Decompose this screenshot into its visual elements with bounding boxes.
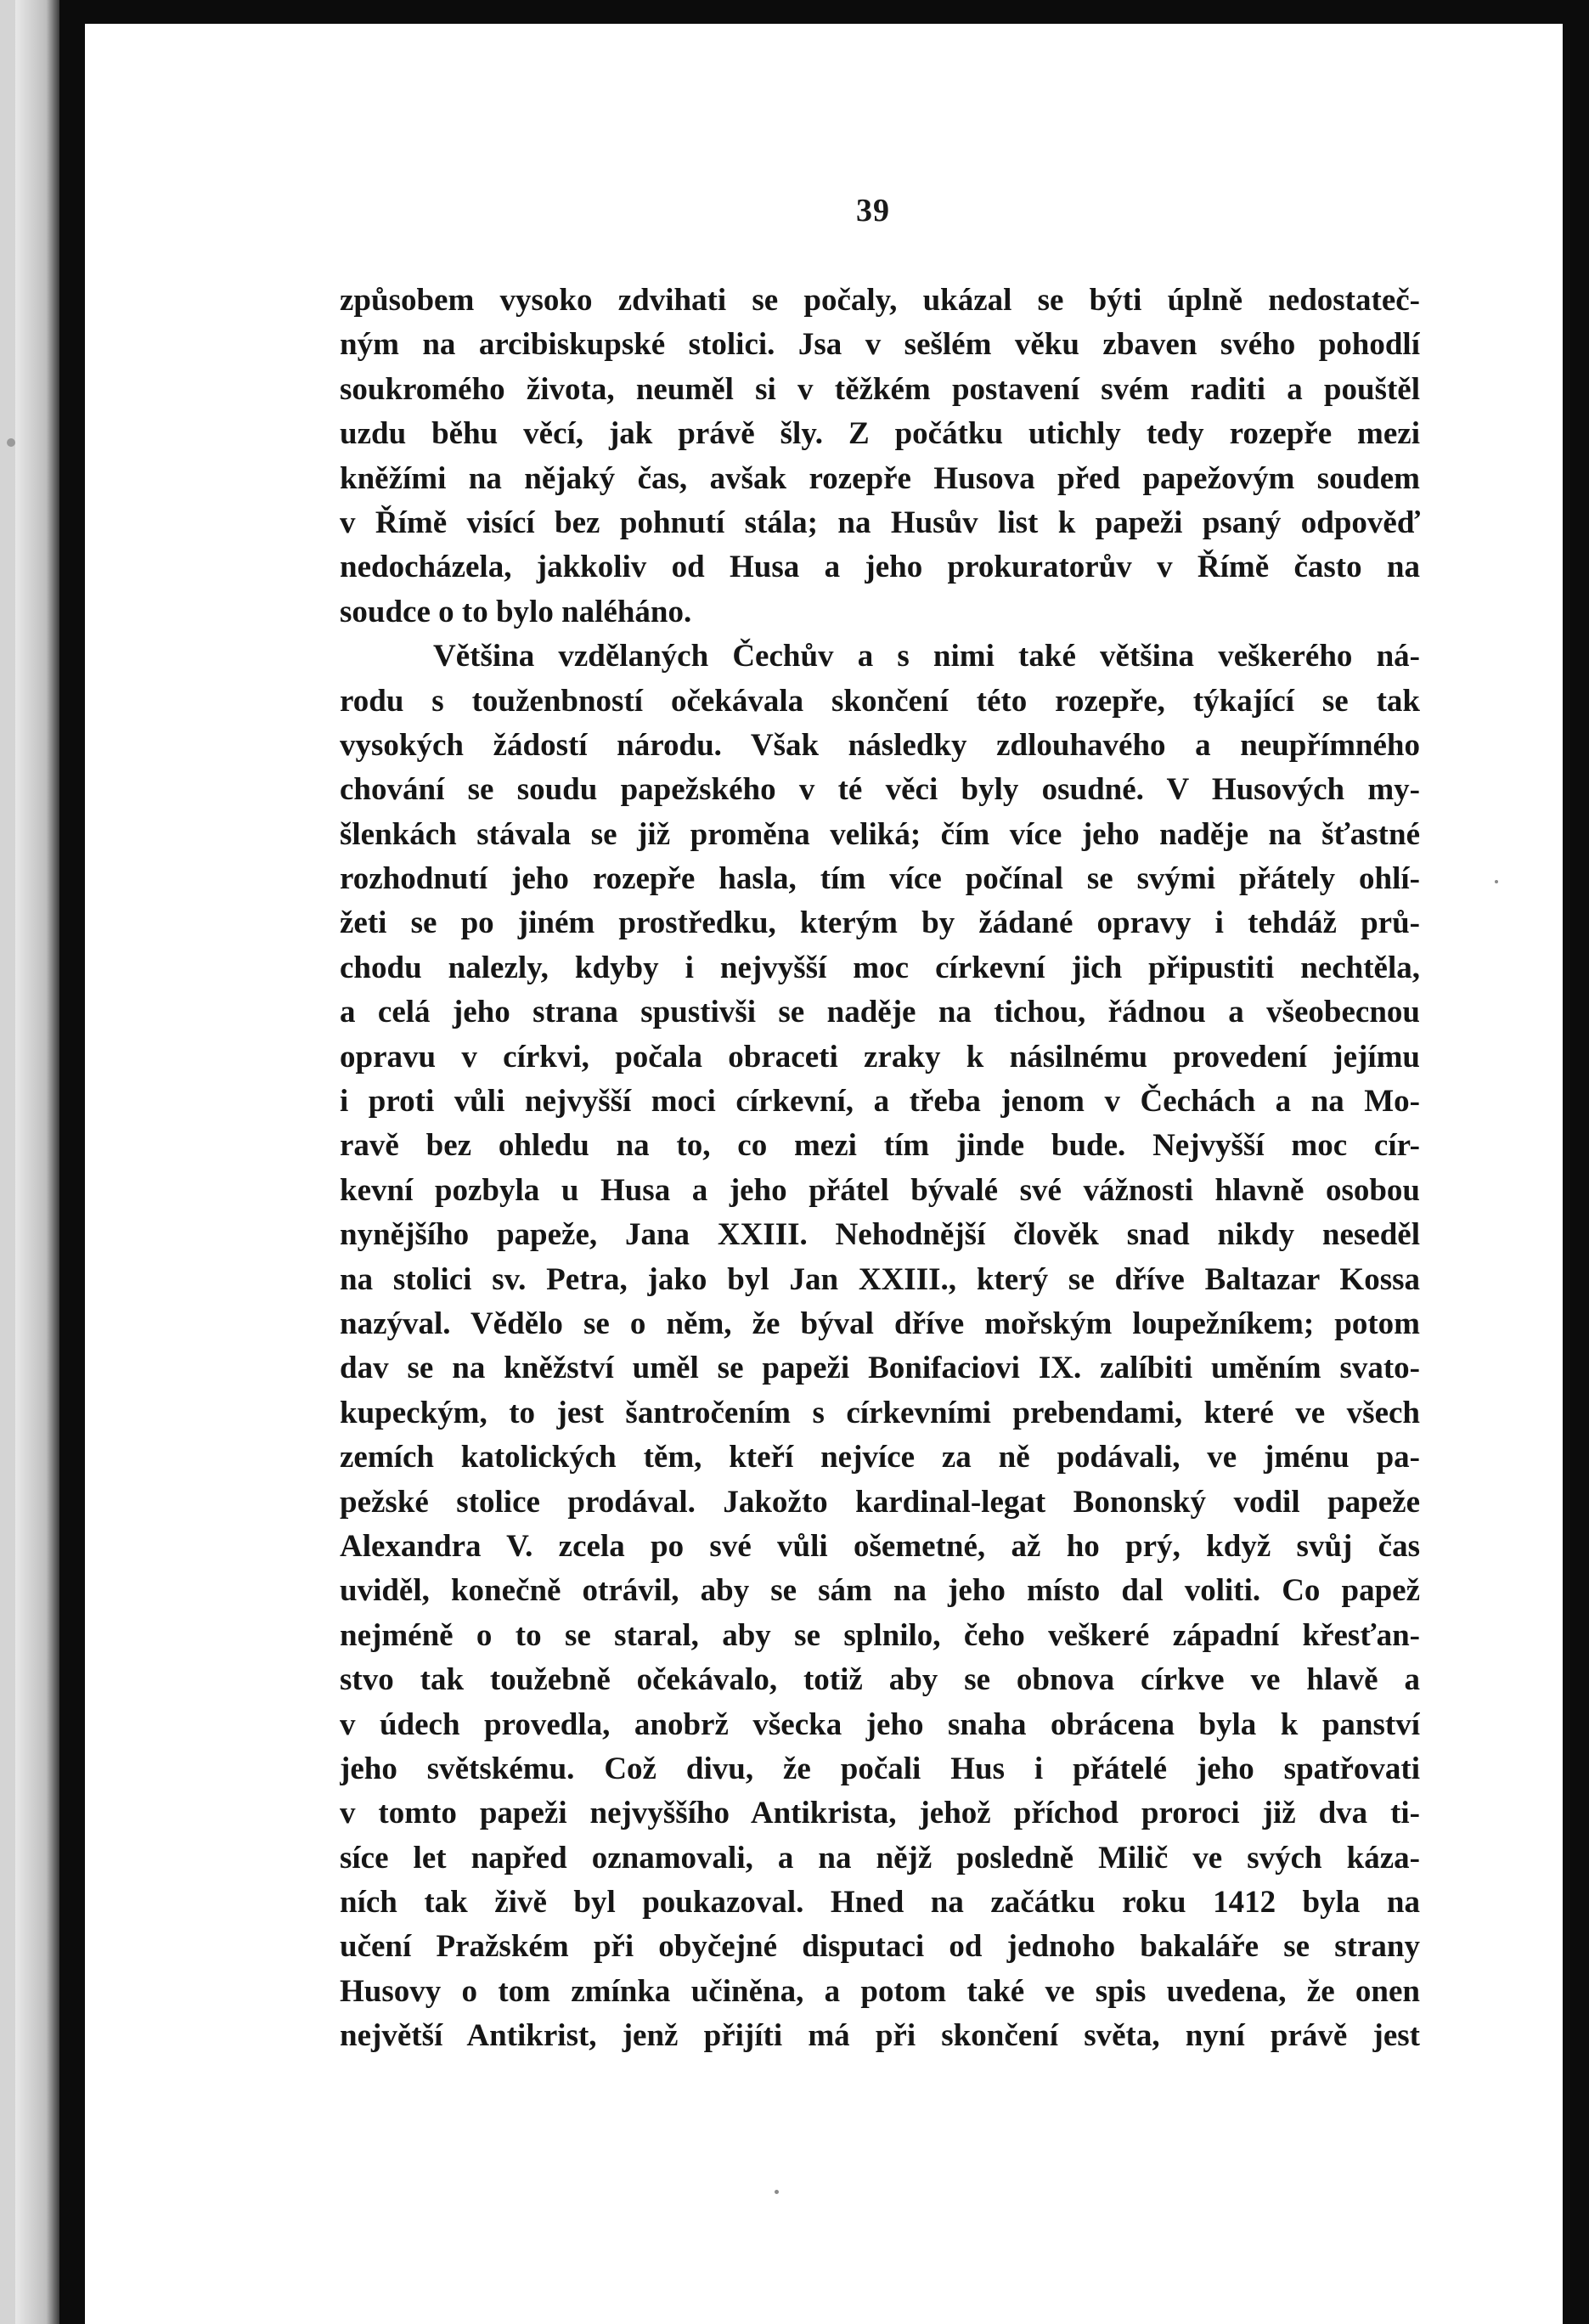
text-line: nedocházela, jakkoliv od Husa a jeho prokuratorův v Římě často na <box>340 550 1420 585</box>
paragraph-end-line: soudce o to bylo naléháno. <box>340 594 692 629</box>
text-line: rodu s touženbností očekávala skončení této rozepře, týkající se tak <box>340 683 1420 719</box>
text-line: kněžími na nějaký čas, avšak rozepře Husova před papežovým soudem <box>340 460 1420 496</box>
text-line: dav se na kněžství uměl se papeži Bonifaciovi IX. zalíbiti uměním svato- <box>340 1351 1420 1386</box>
text-line: soukromého života, neuměl si v těžkém postavení svém raditi a pouštěl <box>340 371 1420 407</box>
text-line: nynějšího papeže, Jana XXIII. Nehodnější člověk snad nikdy neseděl <box>340 1217 1420 1253</box>
text-line: jeho světskému. Což divu, že počali Hus i přátelé jeho spatřovati <box>340 1751 1420 1786</box>
text-line: opravu v církvi, počala obraceti zraky k násilnému provedení jejímu <box>340 1039 1420 1075</box>
text-line: rozhodnutí jeho rozepře hasla, tím více počínal se svými přátely ohlí- <box>340 861 1420 897</box>
text-line: nazýval. Vědělo se o něm, že býval dříve mořským loupežníkem; potom <box>340 1306 1420 1341</box>
text-line: vysokých žádostí národu. Však následky zdlouhavého a neupřímného <box>340 727 1420 763</box>
text-line: stvo tak toužebně očekávalo, totiž aby se obnova církve ve hlavě a <box>340 1662 1420 1698</box>
text-line: nejméně o to se staral, aby se splnilo, čeho veškeré západní křesťan- <box>340 1617 1420 1653</box>
text-line: zemích katolických těm, kteří nejvíce za ně podávali, ve jménu pa- <box>340 1440 1420 1475</box>
text-line: šlenkách stávala se již proměna veliká; čím více jeho naděje na šťastné <box>340 816 1420 852</box>
page-gutter-shadow <box>15 0 59 2324</box>
text-line: kupeckým, to jest šantročením s církevními prebendami, které ve všech <box>340 1395 1420 1430</box>
text-line: pežské stolice prodával. Jakožto kardinal-legat Bononský vodil papeže <box>340 1484 1420 1520</box>
text-line: ným na arcibiskupské stolici. Jsa v sešlém věku zbaven svého pohodlí <box>340 327 1420 363</box>
body-text <box>340 279 1420 2059</box>
text-line: Husovy o tom zmínka učiněna, a potom také ve spis uvedena, že onen <box>340 1973 1420 2009</box>
text-line: ravě bez ohledu na to, co mezi tím jinde bude. Nejvyšší moc cír- <box>340 1128 1420 1164</box>
text-line: uviděl, konečně otrávil, aby se sám na jeho místo dal voliti. Co papež <box>340 1573 1420 1609</box>
text-line: v údech provedla, anobrž všecka jeho snaha obrácena byla k panství <box>340 1706 1420 1742</box>
text-line: chodu nalezly, kdyby i nejvyšší moc církevní jich připustiti nechtěla, <box>340 950 1420 985</box>
book-page <box>85 24 1563 2324</box>
paper-speck <box>775 2190 779 2194</box>
text-line: způsobem vysoko zdvihati se počaly, ukázal se býti úplně nedostateč- <box>340 283 1420 318</box>
text-line: v tomto papeži nejvyššího Antikrista, jehož příchod proroci již dva ti- <box>340 1796 1420 1831</box>
text-line: ních tak živě byl poukazoval. Hned na začátku roku 1412 byla na <box>340 1885 1420 1921</box>
facing-page-edge <box>0 0 59 2324</box>
text-line: učení Pražském při obyčejné disputaci od jednoho bakaláře se strany <box>340 1929 1420 1965</box>
text-line: i proti vůli nejvyšší moci církevní, a třeba jenom v Čechách a na Mo- <box>340 1084 1420 1120</box>
text-line: síce let napřed oznamovali, a na nějž posledně Milič ve svých káza- <box>340 1840 1420 1876</box>
text-line: v Římě visící bez pohnutí stála; na Husův list k papeži psaný odpověď <box>340 505 1420 540</box>
text-line: největší Antikrist, jenž přijíti má při skončení světa, nyní právě jest <box>340 2018 1420 2054</box>
paragraph-start-line: Většina vzdělaných Čechův a s nimi také většina veškerého ná- <box>433 639 1420 674</box>
text-line: Alexandra V. zcela po své vůli ošemetné, až ho prý, když svůj čas <box>340 1528 1420 1564</box>
text-line: na stolici sv. Petra, jako byl Jan XXIII., který se dříve Baltazar Kossa <box>340 1261 1420 1297</box>
text-line: uzdu běhu věcí, jak právě šly. Z počátku utichly tedy rozepře mezi <box>340 416 1420 452</box>
paper-speck <box>7 438 15 447</box>
text-line: chování se soudu papežského v té věci byly osudné. V Husových my- <box>340 772 1420 808</box>
page-number: 39 <box>856 193 890 228</box>
paper-speck <box>1495 880 1498 883</box>
text-line: kevní pozbyla u Husa a jeho přátel bývalé své vážnosti hlavně osobou <box>340 1172 1420 1208</box>
text-line: žeti se po jiném prostředku, kterým by žádané opravy i tehdáž prů- <box>340 905 1420 941</box>
text-line: a celá jeho strana spustivši se naděje na tichou, řádnou a všeobecnou <box>340 995 1420 1030</box>
